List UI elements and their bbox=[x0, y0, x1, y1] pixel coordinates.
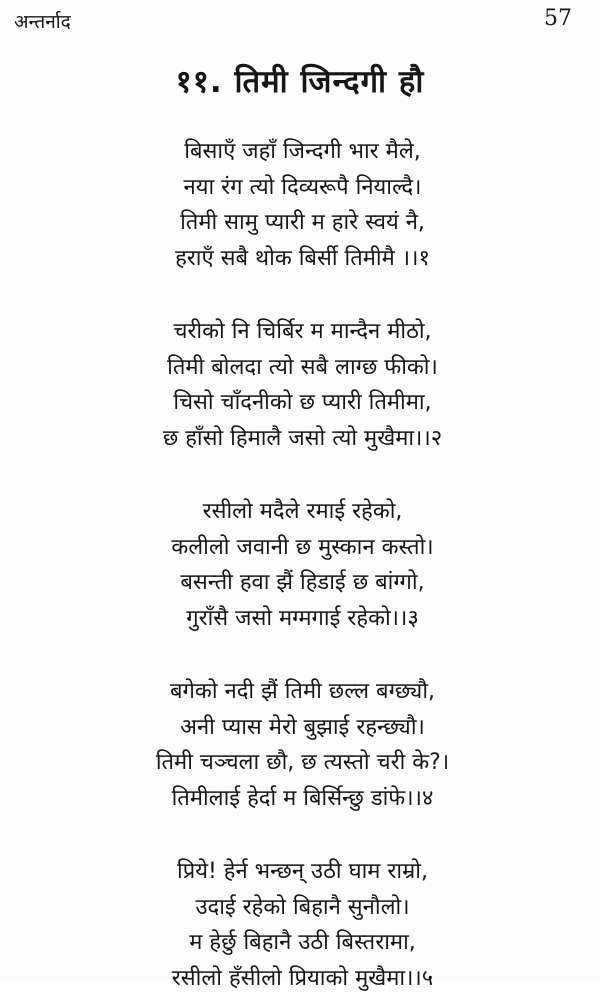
poem-line: नया रंग त्यो दिव्यरूपै नियाल्दै। bbox=[30, 170, 575, 206]
stanza-4 bbox=[30, 674, 575, 816]
stanza-5 bbox=[30, 854, 575, 996]
stanza-spacer bbox=[30, 816, 575, 854]
poem-line: छ हाँसो हिमालै जसो त्यो मुखैमा।।२ bbox=[30, 421, 575, 457]
stanza-1 bbox=[30, 134, 575, 276]
poem-line: तिमीलाई हेर्दा म बिर्सिन्छु डांफे।।४ bbox=[30, 781, 575, 817]
stanza-spacer bbox=[30, 636, 575, 674]
poem-line: कलीलो जवानी छ मुस्कान कस्तो। bbox=[30, 530, 575, 566]
poem-line: तिमी बोलदा त्यो सबै लाग्छ फीको। bbox=[30, 350, 575, 386]
poem-line: चरीको नि चिर्बिर म मान्दैन मीठो, bbox=[30, 314, 575, 350]
poem-line: रसीलो मदैले रमाई रहेको, bbox=[30, 494, 575, 530]
poem-line: अनी प्यास मेरो बुझाई रहन्छ्यौ। bbox=[30, 710, 575, 746]
poem-line: रसीलो हँसीलो प्रियाको मुखैमा।।५ bbox=[30, 961, 575, 996]
running-header-book-title: अन्तर्नाद bbox=[14, 8, 71, 34]
poem-line: तिमी सामु प्यारी म हारे स्वयं नै, bbox=[30, 205, 575, 241]
poem-line: हराएँ सबै थोक बिर्सी तिमीमै ।।१ bbox=[30, 241, 575, 277]
poem-line: गुराँसै जसो मग्मगाई रहेको।।३ bbox=[30, 601, 575, 637]
poem-line: प्रिये! हेर्न भन्छन् उठी घाम राम्रो, bbox=[30, 854, 575, 890]
stanza-spacer bbox=[30, 276, 575, 314]
poem-line: तिमी चञ्चला छौ, छ त्यस्तो चरी के?। bbox=[30, 745, 575, 781]
poem-line: म हेर्छु बिहानै उठी बिस्तरामा, bbox=[30, 925, 575, 961]
poem-body bbox=[30, 134, 575, 996]
poem-line: बिसाएँ जहाँ जिन्दगी भार मैले, bbox=[30, 134, 575, 170]
poem-title: ११. तिमी जिन्दगी हौ bbox=[0, 60, 600, 102]
poem-line: बसन्ती हवा झैं हिडाई छ बांग्गो, bbox=[30, 565, 575, 601]
poem-line: उदाई रहेको बिहानै सुनौलो। bbox=[30, 890, 575, 926]
stanza-2 bbox=[30, 314, 575, 456]
page-number: 57 bbox=[544, 6, 572, 31]
poem-line: बगेको नदी झैं तिमी छल्ल बग्छ्यौ, bbox=[30, 674, 575, 710]
poem-line: चिसो चाँदनीको छ प्यारी तिमीमा, bbox=[30, 385, 575, 421]
stanza-3 bbox=[30, 494, 575, 636]
stanza-spacer bbox=[30, 456, 575, 494]
